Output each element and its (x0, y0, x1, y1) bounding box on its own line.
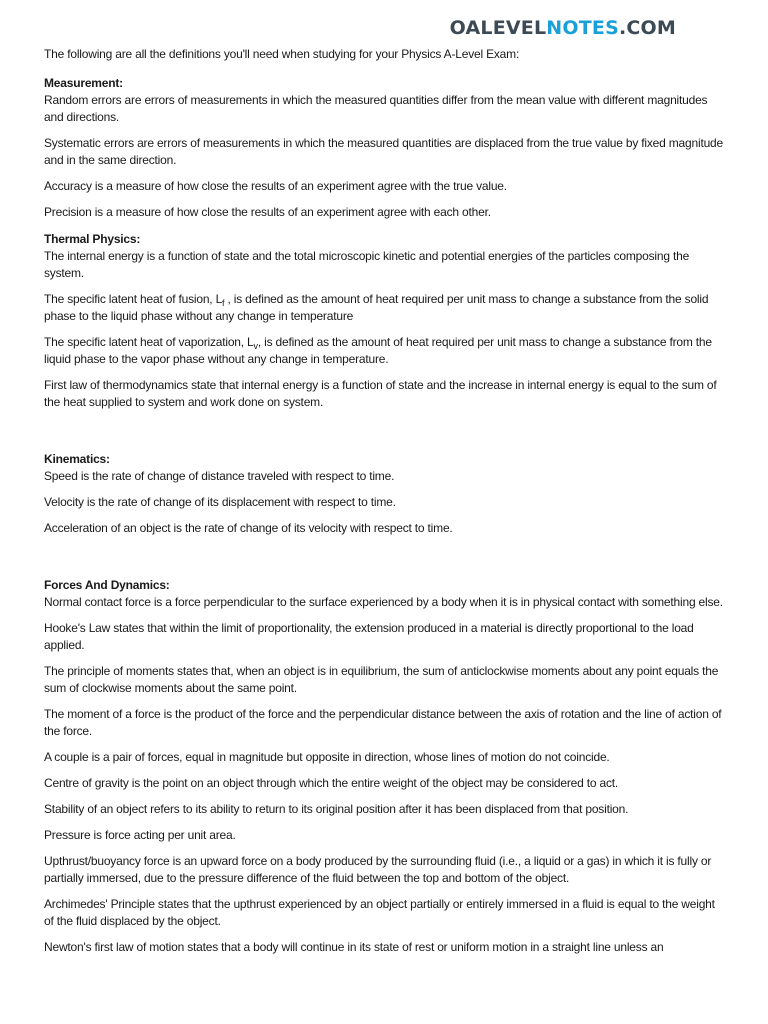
text-segment: The specific latent heat of fusion, L (44, 292, 223, 306)
section-thermal-physics (44, 231, 724, 411)
definition-paragraph: Archimedes' Principle states that the upthrust experienced by an object partially or entirely immersed in a fluid is equal to the weight of the fluid displaced by the object. (44, 897, 715, 928)
logo-text-com: .COM (618, 17, 676, 39)
definition-paragraph: The principle of moments states that, when an object is in equilibrium, the sum of anticlockwise moments about any point equals the sum of clockwise moments about the same point. (44, 664, 719, 695)
definition-paragraph: The moment of a force is the product of the force and the perpendicular distance between the axis of rotation and the line of action of the force. (44, 707, 722, 738)
section-heading: Kinematics: (44, 452, 110, 466)
text-segment: , is defined as the amount of heat required per unit mass to change a substance from the solid phase to the liquid phase without any change in temperature (44, 292, 709, 323)
definition-paragraph: Normal contact force is a force perpendicular to the surface experienced by a body when it is in physical contact with something else. (44, 595, 723, 609)
definition-latent-heat-vaporization (44, 334, 724, 368)
definition-paragraph: Pressure is force acting per unit area. (44, 828, 236, 842)
definition-paragraph: Upthrust/buoyancy force is an upward force on a body produced by the surrounding fluid (i.e., a liquid or a gas) in which it is fully or partially immersed, due to the pressure difference of the fluid between the top and bottom of the object. (44, 854, 712, 885)
section-heading: Measurement: (44, 76, 123, 90)
definition-latent-heat-fusion (44, 291, 724, 325)
section-heading: Forces And Dynamics: (44, 578, 170, 592)
definition-paragraph: Systematic errors are errors of measurements in which the measured quantities are displaced from the true value by fixed magnitude and in the same direction. (44, 136, 724, 167)
intro-text: The following are all the definitions you'll need when studying for your Physics A-Level Exam: (44, 47, 520, 61)
definition-paragraph: Hooke's Law states that within the limit of proportionality, the extension produced in a material is directly proportional to the load applied. (44, 621, 694, 652)
definition-paragraph: Velocity is the rate of change of its displacement with respect to time. (44, 495, 396, 509)
definition-paragraph: Speed is the rate of change of distance traveled with respect to time. (44, 469, 395, 483)
section-forces-dynamics (44, 577, 724, 956)
site-logo (450, 17, 676, 39)
definition-paragraph: First law of thermodynamics state that internal energy is a function of state and the increase in internal energy is equal to the sum of the heat supplied to system and work done on system. (44, 378, 717, 409)
definition-paragraph: Precision is a measure of how close the results of an experiment agree with each other. (44, 205, 491, 219)
definition-paragraph: Acceleration of an object is the rate of change of its velocity with respect to time. (44, 521, 453, 535)
logo-text-notes: NOTES (546, 17, 619, 39)
subscript: v (253, 341, 258, 351)
text-segment: The specific latent heat of vaporization, L (44, 335, 254, 349)
definition-paragraph: A couple is a pair of forces, equal in magnitude but opposite in direction, whose lines of motion do not coincide. (44, 750, 610, 764)
subscript: f (222, 298, 225, 308)
section-measurement (44, 75, 724, 221)
section-heading: Thermal Physics: (44, 232, 141, 246)
document-body (44, 46, 724, 966)
definition-paragraph: Random errors are errors of measurements in which the measured quantities differ from the mean value with different magnitudes and directions. (44, 93, 708, 124)
definition-paragraph: The internal energy is a function of state and the total microscopic kinetic and potential energies of the particles composing the system. (44, 249, 690, 280)
section-kinematics (44, 451, 724, 537)
logo-text-oalevel: OALEVEL (449, 17, 547, 39)
definition-paragraph: Newton's first law of motion states that a body will continue in its state of rest or uniform motion in a straight line unless an (44, 940, 664, 954)
definition-paragraph: Accuracy is a measure of how close the results of an experiment agree with the true value. (44, 179, 507, 193)
definition-paragraph: Stability of an object refers to its ability to return to its original position after it has been displaced from that position. (44, 802, 629, 816)
definition-paragraph: Centre of gravity is the point on an object through which the entire weight of the object may be considered to act. (44, 776, 619, 790)
text-segment: , is defined as the amount of heat required per unit mass to change a substance from the liquid phase to the vapor phase without any change in temperature. (44, 335, 712, 366)
